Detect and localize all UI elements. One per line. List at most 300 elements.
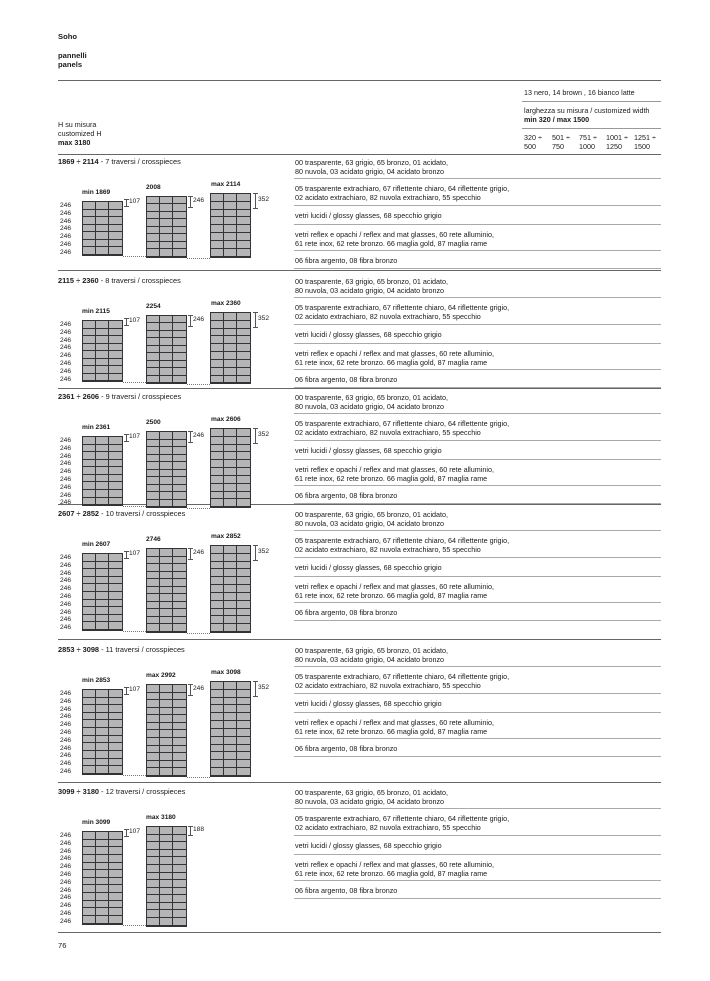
width-divider <box>522 128 661 129</box>
panel-cell <box>83 863 96 871</box>
panel-cell <box>96 240 109 248</box>
panel-cell <box>224 752 237 760</box>
panel-cell <box>224 569 237 577</box>
panel-cell <box>211 554 224 562</box>
glass-row-divider <box>294 738 661 739</box>
dim-246: 246 <box>193 549 205 556</box>
panel-cell <box>211 376 224 384</box>
dim-bracket <box>190 548 191 560</box>
glass-option-line: 00 trasparente, 63 grigio, 65 bronzo, 01 acidato, <box>295 158 449 167</box>
panel-cell <box>224 336 237 344</box>
glass-option-line: 80 nuvola, 03 acidato grigio, 04 acidato bronzo <box>295 286 445 295</box>
panel-cell <box>160 462 173 470</box>
panel-cell <box>96 713 109 721</box>
glass-option-line: vetri lucidi / glossy glasses, 68 specchio grigio <box>295 699 442 708</box>
panel-cell <box>83 482 96 490</box>
panel-cell <box>211 484 224 492</box>
panel-cell <box>173 753 186 761</box>
panel-cell <box>83 554 96 562</box>
glass-row-divider <box>294 503 661 504</box>
panel-cell <box>173 368 186 375</box>
dim-246: 246 <box>193 197 205 204</box>
panel-cell <box>173 685 186 693</box>
panel-cell <box>224 249 237 257</box>
panel-cell <box>83 751 96 759</box>
panel-cell <box>173 219 186 226</box>
dim-bracket <box>255 193 256 209</box>
panel-cell <box>96 475 109 483</box>
panel-cell <box>224 429 237 437</box>
range-desc: - 8 traversi / crosspieces <box>98 276 181 285</box>
panel-min <box>82 320 123 382</box>
panel-cell <box>83 562 96 570</box>
subtitle-it: pannelli <box>58 51 87 60</box>
panel-cell <box>96 690 109 698</box>
panel-cell <box>109 225 122 233</box>
dim-352: 352 <box>258 684 270 691</box>
panel-cell <box>237 609 250 617</box>
range-value: 2361 ÷ 2606 <box>58 392 100 401</box>
panel-cell <box>237 360 250 368</box>
glass-option-line: vetri reflex e opachi / reflex and mat glasses, 60 rete alluminio, <box>295 465 494 474</box>
glass-option-line: 00 trasparente, 63 grigio, 65 bronzo, 01 acidato, <box>295 788 449 797</box>
glass-option-line: 02 acidato extrachiaro, 82 nuvola extrachiaro, 55 specchio <box>295 312 481 321</box>
panel-cell <box>173 204 186 211</box>
panel-cell <box>173 761 186 769</box>
panel-cell <box>237 690 250 698</box>
panel-cell <box>160 693 173 701</box>
panel-cell <box>173 361 186 368</box>
panel-cell <box>83 584 96 592</box>
panel-cell <box>224 376 237 384</box>
panel-cell <box>83 329 96 337</box>
panel-min-label: min 3099 <box>82 819 111 826</box>
dim-107: 107 <box>129 828 141 835</box>
panel-cell <box>211 225 224 233</box>
panel-min-label: min 2607 <box>82 541 111 548</box>
dim-352: 352 <box>258 315 270 322</box>
panel-cell <box>96 736 109 744</box>
panel-cell <box>160 895 173 903</box>
panel-cell <box>224 344 237 352</box>
panel-cell <box>96 202 109 210</box>
panel-cell <box>211 233 224 241</box>
panel-cell <box>83 240 96 248</box>
panel-cell <box>147 873 160 881</box>
glass-option-line: 80 nuvola, 03 acidato grigio, 04 acidato bronzo <box>295 519 445 528</box>
panel-cell <box>96 916 109 924</box>
panel-cell <box>109 247 122 255</box>
panel-cell <box>83 592 96 600</box>
module-height-label: 246 <box>60 847 72 855</box>
panel-cell <box>160 708 173 716</box>
panel-cell <box>96 870 109 878</box>
panel-cell <box>83 351 96 359</box>
panel-cell <box>237 429 250 437</box>
panel-cell <box>96 584 109 592</box>
section-range-1 <box>58 157 181 166</box>
panel-cell <box>224 585 237 593</box>
panel-cell <box>147 361 160 368</box>
panel-cell <box>160 723 173 731</box>
panel-cell <box>173 376 186 384</box>
module-height-label: 246 <box>60 248 72 256</box>
panel-cell <box>160 477 173 485</box>
module-height-label: 246 <box>60 744 72 752</box>
panel-cell <box>211 698 224 706</box>
panel-cell <box>147 477 160 485</box>
panel-cell <box>109 498 122 506</box>
panel-cell <box>109 366 122 374</box>
panel-cell <box>96 577 109 585</box>
panel-cell <box>211 217 224 225</box>
panel-cell <box>211 546 224 554</box>
panel-cell <box>147 242 160 249</box>
module-height-label: 246 <box>60 624 72 632</box>
panel-cell <box>83 498 96 506</box>
panel-cell <box>147 594 160 602</box>
panel-cell <box>160 557 173 565</box>
panel-cell <box>96 452 109 460</box>
dim-246: 246 <box>193 685 205 692</box>
panel-cell <box>211 352 224 360</box>
panel-cell <box>173 738 186 746</box>
panel-cell <box>173 617 186 625</box>
panel-cell <box>160 761 173 769</box>
panel-cell <box>96 329 109 337</box>
panel-cell <box>83 870 96 878</box>
panel-cell <box>109 916 122 924</box>
panel-cell <box>147 918 160 926</box>
panel-cell <box>83 437 96 445</box>
panel-cell <box>237 352 250 360</box>
dim-bracket <box>190 196 191 208</box>
module-height-label: 246 <box>60 499 72 507</box>
panel-cell <box>83 847 96 855</box>
panel-cell <box>211 705 224 713</box>
panel-cell <box>211 569 224 577</box>
panel-cell <box>83 893 96 901</box>
panel-cell <box>173 708 186 716</box>
panel-cell <box>96 743 109 751</box>
panel-cell <box>83 217 96 225</box>
panel-cell <box>237 241 250 249</box>
panel-cell <box>109 840 122 848</box>
glass-row-divider <box>294 459 661 460</box>
panel-cell <box>109 847 122 855</box>
panel-cell <box>173 723 186 731</box>
glass-option-line: vetri reflex e opachi / reflex and mat glasses, 60 rete alluminio, <box>295 860 494 869</box>
panel-cell <box>147 447 160 455</box>
panel-cell <box>160 857 173 865</box>
panel-cell <box>96 490 109 498</box>
panel-cell <box>224 682 237 690</box>
panel-cell <box>160 918 173 926</box>
section-range-3 <box>58 392 181 401</box>
panel-cell <box>237 336 250 344</box>
panel-cell <box>96 374 109 382</box>
panel-cell <box>160 212 173 219</box>
panel-cell <box>160 715 173 723</box>
panel-cell <box>109 554 122 562</box>
module-height-label: 246 <box>60 202 72 209</box>
glass-row-divider <box>294 268 661 269</box>
glass-row-divider <box>294 898 661 899</box>
panel-cell <box>96 893 109 901</box>
glass-row-divider <box>294 250 661 251</box>
panel-min <box>82 689 123 775</box>
glass-option-line: 80 nuvola, 03 acidato grigio, 04 acidato bronzo <box>295 655 445 664</box>
panel-cell <box>173 242 186 249</box>
module-height-label: 246 <box>60 444 72 452</box>
panel-cell <box>173 910 186 918</box>
panel-cell <box>173 700 186 708</box>
panel-cell <box>211 460 224 468</box>
panel-cell <box>83 840 96 848</box>
module-height-label: 246 <box>60 577 72 585</box>
panel-cell <box>160 242 173 249</box>
panel-cell <box>160 609 173 617</box>
panel-cell <box>109 690 122 698</box>
module-height-label: 246 <box>60 483 72 491</box>
range-value: 2115 ÷ 2360 <box>58 276 99 285</box>
dim-guide <box>123 631 146 632</box>
module-height-label: 246 <box>60 344 72 352</box>
panel-cell <box>224 437 237 445</box>
panel-cell <box>109 202 122 210</box>
panel-cell <box>224 609 237 617</box>
dim-bracket <box>190 826 191 836</box>
panel-cell <box>160 368 173 375</box>
panel-cell <box>83 460 96 468</box>
module-height-label: 246 <box>60 240 72 248</box>
panel-cell <box>211 499 224 507</box>
width-col-2: 501 ÷ 750 <box>552 133 570 151</box>
panel-cell <box>237 313 250 321</box>
panel-cell <box>109 592 122 600</box>
panel-cell <box>237 321 250 329</box>
panel-cell <box>237 499 250 507</box>
panel-cell <box>173 609 186 617</box>
panel-cell <box>160 880 173 888</box>
module-height-label: 246 <box>60 328 72 336</box>
panel-cell <box>211 437 224 445</box>
module-height-label: 246 <box>60 894 72 902</box>
module-height-label: 246 <box>60 491 72 499</box>
panel-cell <box>224 729 237 737</box>
panel-cell <box>109 766 122 774</box>
panel-cell <box>147 212 160 219</box>
panel-cell <box>96 467 109 475</box>
panel-cell <box>224 241 237 249</box>
panel-cell <box>160 376 173 384</box>
module-height-labels <box>60 690 74 776</box>
panel-cell <box>173 746 186 754</box>
panel-cell <box>83 210 96 218</box>
glass-row-divider <box>294 854 661 855</box>
panel-cell <box>109 490 122 498</box>
panel-min-label: min 2361 <box>82 424 111 431</box>
panel-cell <box>83 615 96 623</box>
panel-cell <box>211 476 224 484</box>
panel-cell <box>96 908 109 916</box>
panel-max-label: max 3098 <box>211 669 241 676</box>
panel-cell <box>160 234 173 241</box>
dim-107: 107 <box>129 317 141 324</box>
panel-cell <box>109 600 122 608</box>
panel-cell <box>83 374 96 382</box>
panel-cell <box>96 460 109 468</box>
panel-cell <box>224 360 237 368</box>
panel-cell <box>160 470 173 478</box>
glass-row-divider <box>294 808 661 809</box>
panel-cell <box>83 901 96 909</box>
panel-cell <box>224 368 237 376</box>
glass-option-line: 61 rete inox, 62 rete bronzo. 66 maglia gold, 87 maglia rame <box>295 591 488 600</box>
panel-cell <box>109 584 122 592</box>
panel-cell <box>147 549 160 557</box>
panel-cell <box>237 585 250 593</box>
panel-cell <box>160 500 173 508</box>
panel-cell <box>211 768 224 776</box>
panel-cell <box>211 585 224 593</box>
module-height-label: 246 <box>60 608 72 616</box>
glass-row-divider <box>294 369 661 370</box>
panel-cell <box>173 234 186 241</box>
panel-cell <box>96 600 109 608</box>
panel-cell <box>109 437 122 445</box>
panel-cell <box>147 572 160 580</box>
panel-cell <box>237 705 250 713</box>
glass-row-divider <box>294 756 661 757</box>
panel-cell <box>160 323 173 330</box>
module-height-labels <box>60 832 74 926</box>
panel-cell <box>83 885 96 893</box>
panel-cell <box>160 432 173 440</box>
glass-option-line: vetri lucidi / glossy glasses, 68 specchio grigio <box>295 446 442 455</box>
panel-cell <box>173 346 186 354</box>
panel-mid <box>146 826 187 927</box>
panel-cell <box>224 233 237 241</box>
panel-cell <box>96 359 109 367</box>
module-height-label: 246 <box>60 909 72 917</box>
section-divider <box>58 388 661 389</box>
panel-cell <box>147 738 160 746</box>
panel-cell <box>160 594 173 602</box>
glass-row-divider <box>294 178 661 179</box>
panel-max-label: max 2852 <box>211 533 241 540</box>
panel-cell <box>237 249 250 257</box>
panel-cell <box>147 850 160 858</box>
panel-cell <box>224 546 237 554</box>
footer-divider <box>58 932 661 933</box>
panel-cell <box>109 832 122 840</box>
panel-cell <box>96 622 109 630</box>
panel-cell <box>96 592 109 600</box>
panel-cell <box>147 903 160 911</box>
panel-cell <box>83 202 96 210</box>
panel-cell <box>173 827 186 835</box>
panel-cell <box>237 698 250 706</box>
panel-cell <box>109 705 122 713</box>
panel-cell <box>237 546 250 554</box>
panel-cell <box>173 587 186 595</box>
panel-cell <box>83 908 96 916</box>
panel-cell <box>147 685 160 693</box>
panel-cell <box>211 760 224 768</box>
width-col-1: 320 ÷ 500 <box>524 133 542 151</box>
panel-cell <box>160 617 173 625</box>
module-height-label: 246 <box>60 561 72 569</box>
panel-cell <box>224 690 237 698</box>
panel-cell <box>160 346 173 354</box>
module-height-label: 246 <box>60 209 72 217</box>
panel-cell <box>224 194 237 202</box>
panel-cell <box>211 752 224 760</box>
glass-option-line: 61 rete inox, 62 rete bronzo. 66 maglia gold, 87 maglia rame <box>295 474 488 483</box>
panel-cell <box>173 835 186 843</box>
panel-cell <box>147 624 160 632</box>
dim-352: 352 <box>258 548 270 555</box>
width-col-5: 1251 ÷ 1500 <box>634 133 656 151</box>
panel-cell <box>109 720 122 728</box>
panel-min-label: min 1869 <box>82 189 111 196</box>
panel-cell <box>160 746 173 754</box>
panel-cell <box>173 549 186 557</box>
panel-mid-label: 2500 <box>146 419 161 426</box>
module-height-label: 246 <box>60 705 72 713</box>
panel-cell <box>173 602 186 610</box>
glass-option-line: 61 rete inox, 62 rete bronzo. 66 maglia gold, 87 maglia rame <box>295 727 488 736</box>
panel-cell <box>147 234 160 241</box>
panel-mid <box>146 431 187 508</box>
panel-cell <box>160 219 173 226</box>
panel-cell <box>224 562 237 570</box>
panel-cell <box>160 353 173 360</box>
panel-cell <box>211 368 224 376</box>
panel-cell <box>211 241 224 249</box>
panel-min-label: min 2853 <box>82 677 111 684</box>
panel-cell <box>160 492 173 500</box>
panel-cell <box>237 202 250 210</box>
panel-min <box>82 831 123 925</box>
panel-cell <box>173 903 186 911</box>
panel-cell <box>109 329 122 337</box>
panel-cell <box>160 827 173 835</box>
panel-cell <box>147 376 160 384</box>
panel-cell <box>96 607 109 615</box>
panel-cell <box>211 344 224 352</box>
panel-cell <box>109 569 122 577</box>
glass-option-line: vetri lucidi / glossy glasses, 68 specchio grigio <box>295 563 442 572</box>
panel-cell <box>147 323 160 330</box>
panel-cell <box>237 768 250 776</box>
panel-cell <box>173 693 186 701</box>
panel-cell <box>147 888 160 896</box>
panel-cell <box>211 713 224 721</box>
panel-cell <box>160 910 173 918</box>
panel-cell <box>109 607 122 615</box>
panel-cell <box>83 321 96 329</box>
module-height-label: 246 <box>60 767 72 775</box>
module-height-label: 246 <box>60 475 72 483</box>
panel-cell <box>147 857 160 865</box>
panel-cell <box>173 477 186 485</box>
range-value: 2853 ÷ 3098 <box>58 645 100 654</box>
panel-cell <box>211 745 224 753</box>
panel-cell <box>147 723 160 731</box>
panel-cell <box>160 361 173 368</box>
